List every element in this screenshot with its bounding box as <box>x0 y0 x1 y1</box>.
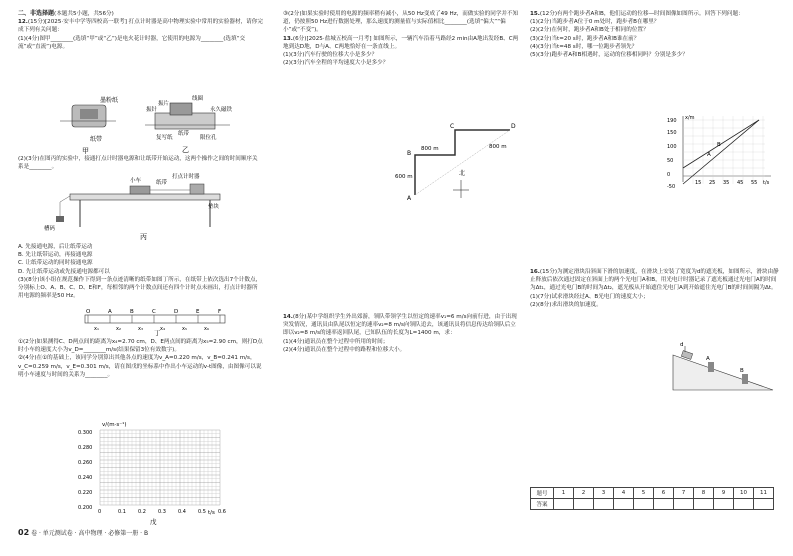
q12-part1: (1)(4分)图甲________(选填“甲”或“乙”)是电火花计时器，它使用的电源为________(选填“交流”或“直流”)电源。 <box>18 35 246 50</box>
caption-yi: 乙 <box>182 146 189 154</box>
section-heading <box>18 10 263 18</box>
answer-header-label: 题号 <box>531 488 554 499</box>
grid-x-tick: 0.6 <box>218 509 226 515</box>
q14-number: 14. <box>283 314 293 320</box>
grid-x-tick: 0.2 <box>138 509 146 515</box>
label-vibrator: 振片 <box>158 101 170 107</box>
q12-number: 12. <box>18 19 28 26</box>
q12-stem <box>18 18 263 34</box>
tape-segment-label: x₁ <box>94 326 99 332</box>
q14-stem-text: (8分)某中学组织学生外出郊游，领队带领学生以恒定的速率v₁=6 m/s向前行进，由于出现突发情况，通讯员由队尾以恒定的速率v₂=8 m/s向领队追去，该通讯员将信息传达给领队后立即以v₂=8 m/s的速率返回队尾，已知队伍的长度为L=1400 m，求： <box>283 314 517 337</box>
tape-point-label: E <box>196 309 200 315</box>
column-left <box>18 10 263 51</box>
answer-col-1: 1 <box>554 488 574 499</box>
grid-y-tick: 0.260 <box>78 460 93 466</box>
map-label-c: C <box>450 123 455 130</box>
answer-cell[interactable] <box>574 499 594 510</box>
q15-part1: (1)(2分)当跑步者A位于0 m处时，跑步者B在哪里？ <box>530 19 660 26</box>
map-dist-cd: 800 m <box>489 144 507 150</box>
xt-x-tick: 55 <box>751 180 758 186</box>
q12-part3c: ③(2分)如果实验时使用的电源的频率稍有减小，从50 Hz变成了49 Hz，而做实验的同学并不知道，仍按照50 Hz进行数据处理，那么速度的测量值与实际值相比________(选填“偏大”“偏小”或“不变”)。 <box>283 11 519 34</box>
grid-x-label: t/s <box>208 510 215 516</box>
answer-col-7: 7 <box>674 488 694 499</box>
label-limit-hole: 限位孔 <box>200 135 217 141</box>
answer-table-answer-row <box>531 499 774 510</box>
grid-x-tick: 0.5 <box>198 509 206 515</box>
tape-point-label: D <box>174 309 179 315</box>
answer-col-10: 10 <box>734 488 754 499</box>
figure-incline <box>668 340 778 395</box>
label-tape-a: 纸带 <box>90 136 103 143</box>
xt-y-tick: 0 <box>667 172 671 178</box>
xt-y-tick: -50 <box>667 184 676 190</box>
label-width-d: d <box>680 342 684 348</box>
answer-cell[interactable] <box>654 499 674 510</box>
answer-cell[interactable] <box>714 499 734 510</box>
answer-col-8: 8 <box>694 488 714 499</box>
caption-jia: 甲 <box>82 147 89 155</box>
xt-x-tick: 45 <box>737 180 744 186</box>
figure-timers <box>60 95 240 155</box>
map-dist-ab: 600 m <box>395 174 413 180</box>
label-magnet: 永久磁铁 <box>210 107 233 113</box>
map-label-d: D <box>511 123 516 130</box>
q13-stem-text: (6分)[2025·盐城五校高一月考] 如图所示，一辆汽车沿着马路经2 min由A地出发经B、C两地到达D地，D与A、C两地恰好在一条直线上。 <box>283 35 519 50</box>
xt-x-tick: 15 <box>695 180 702 186</box>
q14-stem <box>283 313 521 338</box>
q15-number: 15. <box>530 11 540 17</box>
q15-stem <box>530 10 780 18</box>
caption-bing: 丙 <box>140 233 147 241</box>
q13-part2: (2)(3分)汽车全程的平均速度大小是多少？ <box>283 60 389 67</box>
grid-y-tick: 0.200 <box>78 505 93 511</box>
xt-x-tick: 35 <box>723 180 730 186</box>
answer-cell[interactable] <box>614 499 634 510</box>
answer-col-9: 9 <box>714 488 734 499</box>
tape-segment-label: x₂ <box>116 326 121 332</box>
column-right <box>530 10 780 59</box>
label-hook-weight: 槽码 <box>44 226 56 232</box>
xt-x-label: t/s <box>763 180 770 186</box>
q12-options <box>18 243 263 300</box>
answer-col-11: 11 <box>754 488 774 499</box>
grid-y-tick: 0.220 <box>78 490 93 496</box>
answer-table-header-row <box>531 488 774 499</box>
tape-point-label: O <box>86 309 91 315</box>
q16-part1: (1)(7分)试求滑块经过A、B光电门的速度大小； <box>530 293 649 300</box>
grid-y-tick: 0.300 <box>78 430 93 436</box>
tape-point-label: B <box>130 309 134 315</box>
figure-xt-graph <box>665 112 775 192</box>
q12-part2-block <box>18 155 263 171</box>
label-gate-b: B <box>740 368 744 374</box>
answer-col-3: 3 <box>594 488 614 499</box>
page-number: 02 <box>18 528 30 537</box>
tape-segment-label: x₅ <box>182 326 187 332</box>
map-dist-bc: 800 m <box>421 146 439 152</box>
q12-part3-sub <box>18 338 263 379</box>
answer-cell[interactable] <box>554 499 574 510</box>
caption-ding: 丁 <box>154 329 161 337</box>
q14-block <box>283 313 521 354</box>
answer-table <box>530 487 774 510</box>
q12-part2: (2)(3分)在图丙的实验中，接通打点计时器电源和让纸带开始运动，这两个操作之间的时间顺序关系是________。 <box>18 156 258 171</box>
xt-y-tick: 50 <box>667 158 674 164</box>
label-timer: 打点计时器 <box>172 174 200 180</box>
q16-number: 16. <box>530 269 540 275</box>
figure-tape <box>80 305 230 337</box>
section-note: (本题共5小题，共56分) <box>54 11 114 17</box>
section-title: 二、非选择题 <box>18 10 55 17</box>
grid-x-tick: 0.1 <box>118 509 126 515</box>
answer-col-5: 5 <box>634 488 654 499</box>
figure-route-map <box>395 120 520 205</box>
grid-y-tick: 0.240 <box>78 475 93 481</box>
map-north-label: 北 <box>459 170 466 177</box>
answer-cell[interactable] <box>634 499 654 510</box>
label-tape-b: 纸带 <box>178 131 190 137</box>
tape-segment-label: x₃ <box>138 326 143 332</box>
caption-wu: 戊 <box>150 518 157 525</box>
column-middle <box>283 10 521 67</box>
map-label-a: A <box>407 195 412 202</box>
q15-part5: (5)(3分)跑步者A和B相遇时，运动的位移相同吗？分别是多少？ <box>530 52 688 59</box>
answer-cell[interactable] <box>674 499 694 510</box>
q12-part3: (3)(8分)该小组在规范操作下得到一条点迹清晰的纸带如图丁所示，在纸带上依次选出7个计数点，分别标上O、A、B、C、D、E和F，每相邻的两个计数点间还有四个计时点未画出，打点计时器所用电源的频率是50 Hz。 <box>18 276 262 300</box>
q15-part4: (4)(3分)当t=48 s时，哪一位跑步者领先？ <box>530 43 638 50</box>
answer-col-6: 6 <box>654 488 674 499</box>
xt-y-tick: 150 <box>667 130 677 136</box>
grid-y-tick: 0.280 <box>78 445 93 451</box>
label-block: 垫块 <box>208 204 220 210</box>
figure-cart-setup <box>40 172 230 242</box>
option-d: D. 先让纸带运动或先接通电源都可以 <box>18 268 110 275</box>
q12-part3b: ②(4分)在①的基础上，该同学分别算出其他各点的速度为v_A=0.220 m/s，v_B=0.241 m/s，v_C=0.259 m/s，v_E=0.301 m/s，请在图戊的坐标系中作出小车运动的v-t图像，由图像可以说明小车速度与时间的关系为________。 <box>18 355 262 378</box>
answer-cell[interactable] <box>694 499 714 510</box>
option-a: A. 先接通电源，后让纸带运动 <box>18 244 93 250</box>
tape-segment-label: x₄ <box>160 326 165 332</box>
q13-number: 13. <box>283 35 293 42</box>
q15-part3: (3)(2分)当t=20 s时，跑步者A和B谁在前？ <box>530 35 640 42</box>
grid-x-tick: 0.4 <box>178 509 186 515</box>
label-line-b: B <box>717 142 721 148</box>
q16-stem-text: (15分)为测定滑块沿斜面下滑的加速度，在滑块上安装了宽度为d的遮光板，如图所示，滑块由静止释放后依次通过固定在斜面上的两个光电门A和B，用光电计时器记录了遮光板通过光电门A的时间为Δt₁，通过光电门B的时间为Δt₂，遮光板从开始遮住光电门A到开始遮住光电门B的时间间隔为Δt。 <box>530 269 779 292</box>
label-carbon-paper: 复写纸 <box>156 135 173 141</box>
q16-part2: (2)(8分)求出滑块的加速度。 <box>530 301 602 308</box>
label-gate-a: A <box>706 356 710 362</box>
q13-stem <box>283 35 521 51</box>
q15-part2: (2)(2分)在何时，跑步者A和B处于相同的位置？ <box>530 27 649 34</box>
q12-stem-text: (15分)[2025·安丰中学等四校高一联考] 打点计时器是高中物理实验中常用的实验器材，请你完成下列有关问题： <box>18 19 263 34</box>
label-ink-paper: 墨粉纸 <box>100 97 119 104</box>
label-needle: 振针 <box>146 107 158 113</box>
q13-part1: (1)(3分)汽车行驶的位移大小是多少？ <box>283 52 378 59</box>
grid-y-label: v/(m·s⁻¹) <box>102 422 127 428</box>
q16-block <box>530 268 780 309</box>
q14-part1: (1)(4分)通讯员在整个过程中所用的时间； <box>283 338 389 345</box>
option-c: C. 让纸带运动的同时接通电源 <box>18 260 93 267</box>
option-b: B. 先让纸带运动，再接通电源 <box>18 252 93 259</box>
answer-col-2: 2 <box>574 488 594 499</box>
label-cart: 小车 <box>130 178 142 184</box>
xt-x-tick: 25 <box>709 180 716 186</box>
label-coil: 线圈 <box>192 96 204 102</box>
answer-cell[interactable] <box>734 499 754 510</box>
tape-segment-label: x₆ <box>204 326 209 332</box>
label-line-a: A <box>707 152 711 158</box>
label-tape-c: 纸带 <box>156 180 168 186</box>
page-footer <box>18 528 148 537</box>
answer-cell[interactable] <box>594 499 614 510</box>
xt-y-label: x/m <box>685 115 695 121</box>
tape-point-label: A <box>108 309 112 315</box>
tape-point-label: F <box>218 309 222 315</box>
tape-point-label: C <box>152 309 156 315</box>
q16-stem <box>530 268 780 293</box>
xt-y-tick: 190 <box>667 118 677 124</box>
q14-part2: (2)(4分)通讯员在整个过程中的路程和位移大小。 <box>283 346 406 353</box>
grid-x-tick: 0.3 <box>158 509 166 515</box>
xt-y-tick: 100 <box>667 144 677 150</box>
footer-text: 卷 · 单元测试卷 · 高中物理 · 必修第一册 · B <box>31 530 149 537</box>
q15-stem-text: (12分)有两个跑步者A和B，他们运动的位移—时间图像如图所示。回答下列问题： <box>539 11 744 17</box>
answer-cell[interactable] <box>754 499 774 510</box>
q12-part3a: ①(2分)如果测得C、D两点间的距离为x₄=2.70 cm，D、E两点间的距离为x₅=2.90 cm，则打D点时小车的速度大小为v_D=________m/s(结果保留3位有效数字)。 <box>18 339 263 354</box>
grid-x-tick: 0 <box>98 509 102 515</box>
figure-vt-grid <box>70 420 230 525</box>
answer-col-4: 4 <box>614 488 634 499</box>
map-label-b: B <box>407 150 412 157</box>
answer-row-label: 答案 <box>531 499 554 510</box>
